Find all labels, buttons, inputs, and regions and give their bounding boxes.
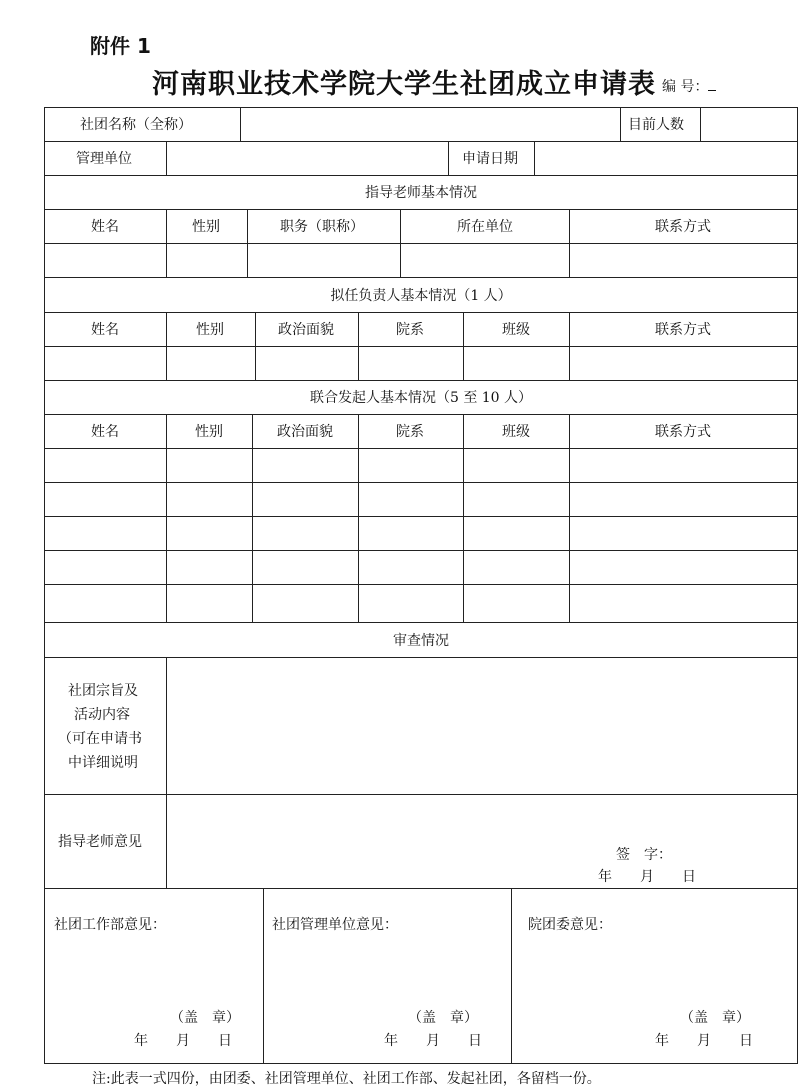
advisor-opinion-field[interactable] — [168, 796, 796, 886]
purpose-label — [58, 679, 162, 775]
row-line — [44, 346, 798, 347]
row-line — [44, 209, 798, 210]
advisor-section-title: 指导老师基本情况 — [365, 185, 477, 201]
row-line — [44, 516, 798, 517]
apply-date-field[interactable] — [536, 143, 796, 173]
col-line — [569, 414, 570, 622]
member-count-label: 目前人数 — [628, 117, 684, 133]
col-line — [620, 107, 621, 141]
col-line — [166, 141, 167, 175]
club-name-label: 社团名称（全称） — [80, 117, 192, 133]
leader-header-dept: 院系 — [396, 322, 424, 338]
leader-header-contact: 联系方式 — [655, 322, 711, 338]
leader-header-name: 姓名 — [91, 322, 119, 338]
leader-header-political: 政治面貌 — [278, 322, 334, 338]
row-line — [44, 312, 798, 313]
work-dept-date: 年 月 日 — [134, 1033, 232, 1049]
row-line — [44, 448, 798, 449]
apply-date-label: 申请日期 — [462, 151, 518, 167]
col-line — [240, 107, 241, 141]
col-line — [263, 888, 264, 1064]
purpose-field[interactable] — [168, 659, 796, 792]
col-line — [400, 209, 401, 277]
col-line — [448, 141, 449, 175]
row-line — [44, 243, 798, 244]
col-line — [255, 312, 256, 380]
advisor-opinion-label: 指导老师意见 — [58, 834, 142, 850]
league-date: 年 月 日 — [655, 1033, 753, 1049]
col-line — [166, 657, 167, 888]
serial-label: 编 号： — [662, 79, 709, 95]
col-line — [700, 107, 701, 141]
management-unit-field[interactable] — [168, 143, 446, 173]
club-name-field[interactable] — [242, 109, 618, 139]
sign-label: 签 字： — [616, 847, 672, 863]
row-line — [44, 794, 798, 795]
row-line — [44, 657, 798, 658]
work-dept-opinion-label: 社团工作部意见： — [54, 917, 166, 933]
form-title: 河南职业技术学院大学生社团成立申请表 — [152, 69, 656, 100]
leader-section-title: 拟任负责人基本情况（1 人） — [330, 288, 512, 304]
row-line — [44, 622, 798, 623]
row-line — [44, 550, 798, 551]
purpose-label-line: 活动内容 — [74, 707, 130, 723]
col-line — [358, 312, 359, 380]
col-line — [166, 209, 167, 277]
advisor-header-name: 姓名 — [91, 219, 119, 235]
advisor-date-label: 年 月 日 — [598, 869, 696, 885]
member-count-field[interactable] — [702, 109, 796, 139]
management-unit-label: 管理单位 — [76, 151, 132, 167]
founders-header-gender: 性别 — [195, 424, 223, 440]
leader-header-gender: 性别 — [196, 322, 224, 338]
purpose-label-line: 中详细说明 — [68, 755, 138, 771]
founders-header-dept: 院系 — [396, 424, 424, 440]
advisor-header-gender: 性别 — [192, 219, 220, 235]
serial-blank[interactable] — [708, 78, 716, 91]
founders-header-political: 政治面貌 — [277, 424, 333, 440]
row-line — [44, 141, 798, 142]
advisor-header-unit: 所在单位 — [457, 219, 513, 235]
review-section-title: 审查情况 — [393, 633, 449, 649]
row-line — [44, 175, 798, 176]
col-line — [569, 209, 570, 277]
league-seal: （盖 章） — [680, 1010, 750, 1026]
mgmt-unit-opinion-label: 社团管理单位意见： — [272, 917, 398, 933]
row-line — [44, 414, 798, 415]
work-dept-seal: （盖 章） — [170, 1010, 240, 1026]
mgmt-unit-seal: （盖 章） — [408, 1010, 478, 1026]
col-line — [252, 414, 253, 622]
founders-header-class: 班级 — [502, 424, 530, 440]
col-line — [166, 312, 167, 380]
col-line — [463, 312, 464, 380]
serial-number — [662, 76, 716, 96]
founders-header-contact: 联系方式 — [655, 424, 711, 440]
founders-header-name: 姓名 — [91, 424, 119, 440]
purpose-label-line: （可在申请书 — [58, 731, 142, 747]
league-opinion-label: 院团委意见： — [528, 917, 612, 933]
col-line — [463, 414, 464, 622]
attachment-label: 附件 1 — [90, 34, 151, 58]
col-line — [166, 414, 167, 622]
col-line — [534, 141, 535, 175]
row-line — [44, 584, 798, 585]
founders-section-title: 联合发起人基本情况（5 至 10 人） — [309, 390, 533, 406]
col-line — [358, 414, 359, 622]
leader-header-class: 班级 — [502, 322, 530, 338]
col-line — [569, 312, 570, 380]
advisor-header-contact: 联系方式 — [655, 219, 711, 235]
purpose-label-line: 社团宗旨及 — [68, 683, 138, 699]
advisor-header-title: 职务（职称） — [280, 219, 364, 235]
row-line — [44, 277, 798, 278]
row-line — [44, 482, 798, 483]
footnote: 注:此表一式四份，由团委、社团管理单位、社团工作部、发起社团，各留档一份。 — [92, 1071, 601, 1087]
row-line — [44, 888, 798, 889]
row-line — [44, 380, 798, 381]
mgmt-unit-date: 年 月 日 — [384, 1033, 482, 1049]
col-line — [511, 888, 512, 1064]
col-line — [247, 209, 248, 277]
